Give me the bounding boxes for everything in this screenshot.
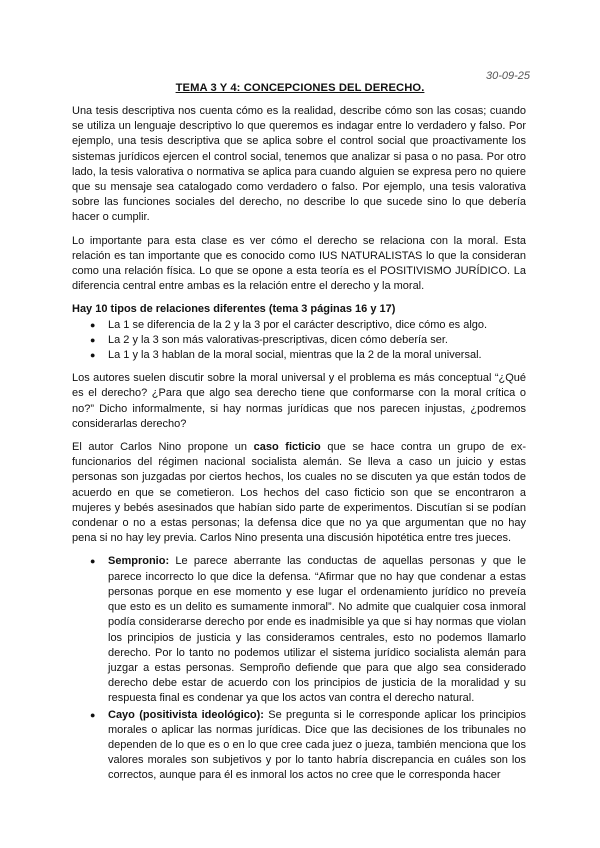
paragraph-caso-ficticio bbox=[72, 440, 526, 546]
caso-intro-text: El autor Carlos Nino propone un bbox=[72, 441, 254, 454]
caso-body-text: que se hace contra un grupo de ex-funcionarios del régimen nacional socialista alemán. Se lleva a caso un juicio y estas personas son juzgadas por ciertos hechos, los cuales no se discuten ya que están todos de acuerdo en que se cometieron. Los hechos del caso ficticio son que se encontraron a mujeres y bebés asesinados que habían sido parte de experimentos. Discutían si se podían condenar o no a estas personas; la defensa dice que no ya que argumentan que no hay pena si no hay ley previa. Carlos Nino presenta una discusión hipotética entre tres jueces. bbox=[72, 441, 526, 545]
paragraph-tesis: Una tesis descriptiva nos cuenta cómo es la realidad, describe cómo son las cosas; cuando se utiliza un lenguaje descriptivo lo que queremos es indagar entre lo verdadero y falso. Por ejemplo, una tesis descriptiva que se aplica sobre el control social que proactivamente los sistemas jurídicos ejercen el control social, tenemos que analizar si pasa o no pasa. Por otro lado, la tesis valorativa o normativa se aplica para cuando alguien se expresa pero no quiere que su mensaje sea catalogado como verdadero o falso. Por ejemplo, una tesis valorativa sobre las funciones sociales del derecho, no describe lo que sucede sino lo que debería hacer o cumplir. bbox=[72, 105, 526, 224]
paragraph-moral-universal: Los autores suelen discutir sobre la moral universal y el problema es más conceptual “¿Qué es el derecho? ¿Para que algo sea derecho tiene que conformarse con la moral crítica o no?” Dicho informalmente, si hay normas jurídicas que nos parecen injustas, ¿podremos considerarlas derecho? bbox=[72, 372, 526, 430]
list-item: ● La 2 y la 3 son más valorativas-prescriptivas, dicen cómo debería ser. bbox=[108, 333, 526, 348]
judges-list bbox=[72, 554, 526, 783]
paragraph-derecho-moral: Lo importante para esta clase es ver cómo el derecho se relaciona con la moral. Esta relación es tan importante que es conocido como IUS NATURALISTAS lo que la consideran como una relación física. Lo que se opone a esta teoría es el POSITIVISMO JURÍDICO. La diferencia central entre ambas es la relación entre el derecho y la moral. bbox=[72, 234, 526, 293]
document-title: TEMA 3 Y 4: CONCEPCIONES DEL DERECHO. bbox=[175, 82, 425, 94]
judge-text: Se pregunta si le corresponde aplicar los principios morales o aplicar las normas jurídicas. Dice que las decisiones de los tribunales no dependen de lo que es o en lo que cree cada juez o jueza, también menciona que los valores morales son subjetivos y por lo tanto habría discrepancia en cuáles son los correctos, aunque para él es inmoral los actos no cree que le corresponda hacer bbox=[108, 708, 527, 782]
judge-text: Le parece aberrante las conductas de aquellas personas y que le parece incorrecto lo que dice la defensa. “Afirmar que no hay que condenar a estas personas porque en ese momento y ese lugar el ordenamiento jurídico no preveía que esto es un delito es sumamente inmoral”. No admite que cualquier cosa inmoral podía considerarse derecho por ende es inadmisible ya que si hay normas que violan los principios de justicia y las consideramos centrales, esto no podemos llamarlo derecho. Por lo tanto no podemos utilizar el sistema jurídico socialista alemán para juzgar a estas personas. Semproño defiende que para que algo sea considerado derecho debe estar de acuerdo con los principios de justicia de la moralidad y su respuesta final es condenar ya que los actos van contra el derecho natural. bbox=[108, 555, 526, 705]
relations-list bbox=[72, 318, 526, 364]
judge-item-sempronio bbox=[108, 554, 526, 706]
document-body bbox=[72, 104, 526, 785]
document-date: 30-09-25 bbox=[485, 70, 530, 82]
judge-name: Sempronio: bbox=[108, 555, 170, 568]
judge-item-cayo bbox=[108, 708, 526, 784]
list-item: ● La 1 y la 3 hablan de la moral social, mientras que la 2 de la moral universal. bbox=[108, 348, 526, 363]
judge-name: Cayo (positivista ideológico): bbox=[108, 708, 264, 721]
list-item: ● La 1 se diferencia de la 2 y la 3 por el carácter descriptivo, dice cómo es algo. bbox=[108, 318, 526, 333]
caso-ficticio-bold: caso ficticio bbox=[253, 441, 321, 454]
relations-heading: Hay 10 tipos de relaciones diferentes (tema 3 páginas 16 y 17) bbox=[72, 303, 396, 316]
